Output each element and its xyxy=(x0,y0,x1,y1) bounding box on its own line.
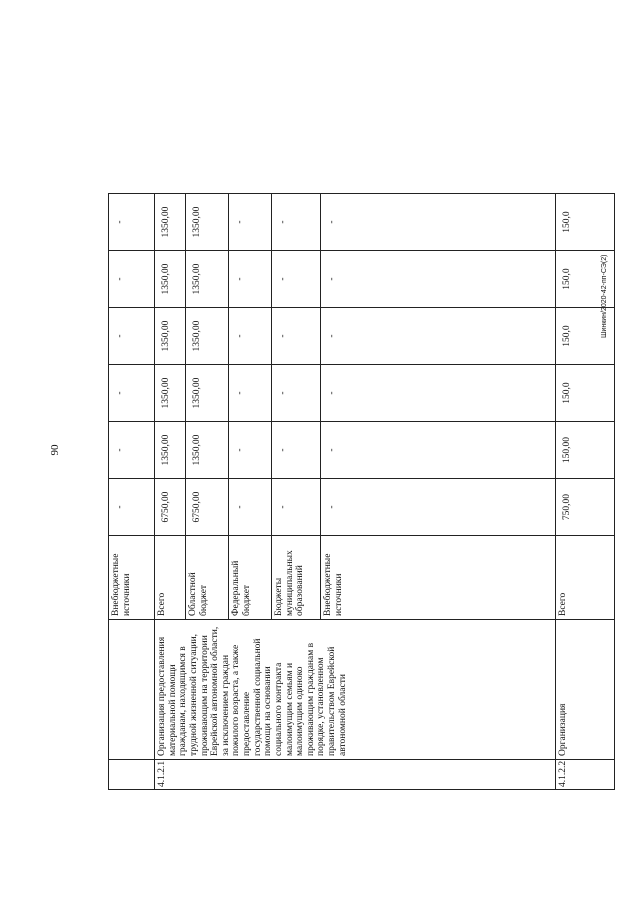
value-cell: 1350,00 xyxy=(155,365,186,422)
value-cell: - xyxy=(229,422,272,479)
value-cell: 1350,00 xyxy=(155,308,186,365)
budget-table xyxy=(108,193,615,790)
value-cell: 150,0 xyxy=(556,365,615,422)
value-cell: - xyxy=(321,194,556,251)
value-cell: - xyxy=(321,422,556,479)
value-cell: 1350,00 xyxy=(186,422,229,479)
source-cell: Всего xyxy=(155,536,186,620)
value-cell: 150,0 xyxy=(556,251,615,308)
budget-table-rotated xyxy=(108,194,572,790)
value-cell: 1350,00 xyxy=(186,365,229,422)
value-cell: - xyxy=(109,479,155,536)
table-row xyxy=(109,194,155,790)
value-cell: - xyxy=(272,479,321,536)
value-cell: 6750,00 xyxy=(186,479,229,536)
document-code: Шинкин/2020-42-пп-СЭ(2) xyxy=(601,254,608,338)
value-cell: - xyxy=(321,251,556,308)
value-cell: 1350,00 xyxy=(186,251,229,308)
code-cell: 4.1.2.2 xyxy=(556,760,615,790)
source-cell: Федеральный бюджет xyxy=(229,536,272,620)
value-cell: - xyxy=(321,479,556,536)
value-cell: - xyxy=(272,251,321,308)
value-cell: - xyxy=(109,194,155,251)
value-cell: 1350,00 xyxy=(155,194,186,251)
value-cell: - xyxy=(109,308,155,365)
value-cell: - xyxy=(109,251,155,308)
name-cell: Организация предоставления материальной помощи гражданам, находящимся в трудной жизненной ситуации, проживающим на территории Еврейской автономной области, за исключением граждан пожилого возраста, а также предоставление государственной социальной помощи на основании социального контракта малоимущим семьям и малоимущим одиноко проживающим гражданам в порядке, установленном правительством Еврейской автономной области xyxy=(155,620,556,760)
value-cell: - xyxy=(229,308,272,365)
value-cell: 6750,00 xyxy=(155,479,186,536)
value-cell: - xyxy=(229,251,272,308)
value-cell: - xyxy=(229,479,272,536)
table-row xyxy=(155,194,186,790)
value-cell: 1350,00 xyxy=(186,194,229,251)
source-cell: Всего xyxy=(556,536,615,620)
value-cell: 150,0 xyxy=(556,308,615,365)
source-cell: Внебюджетные источники xyxy=(109,536,155,620)
value-cell: - xyxy=(229,194,272,251)
value-cell: - xyxy=(229,365,272,422)
page-number: 90 xyxy=(49,444,61,456)
value-cell: - xyxy=(272,194,321,251)
value-cell: - xyxy=(109,365,155,422)
source-cell: Бюджеты муниципальных образований xyxy=(272,536,321,620)
table-row xyxy=(556,194,615,790)
source-cell: Областной бюджет xyxy=(186,536,229,620)
name-cell: Организация xyxy=(556,620,615,760)
value-cell: 1350,00 xyxy=(155,422,186,479)
value-cell: 1350,00 xyxy=(155,251,186,308)
value-cell: - xyxy=(272,308,321,365)
value-cell: 150,00 xyxy=(556,422,615,479)
value-cell: - xyxy=(109,422,155,479)
value-cell: 150,0 xyxy=(556,194,615,251)
code-cell xyxy=(109,760,155,790)
value-cell: - xyxy=(321,365,556,422)
name-cell xyxy=(109,620,155,760)
source-cell: Внебюджетные источники xyxy=(321,536,556,620)
value-cell: - xyxy=(321,308,556,365)
value-cell: - xyxy=(272,422,321,479)
value-cell: - xyxy=(272,365,321,422)
code-cell: 4.1.2.1 xyxy=(155,760,556,790)
value-cell: 750,00 xyxy=(556,479,615,536)
value-cell: 1350,00 xyxy=(186,308,229,365)
